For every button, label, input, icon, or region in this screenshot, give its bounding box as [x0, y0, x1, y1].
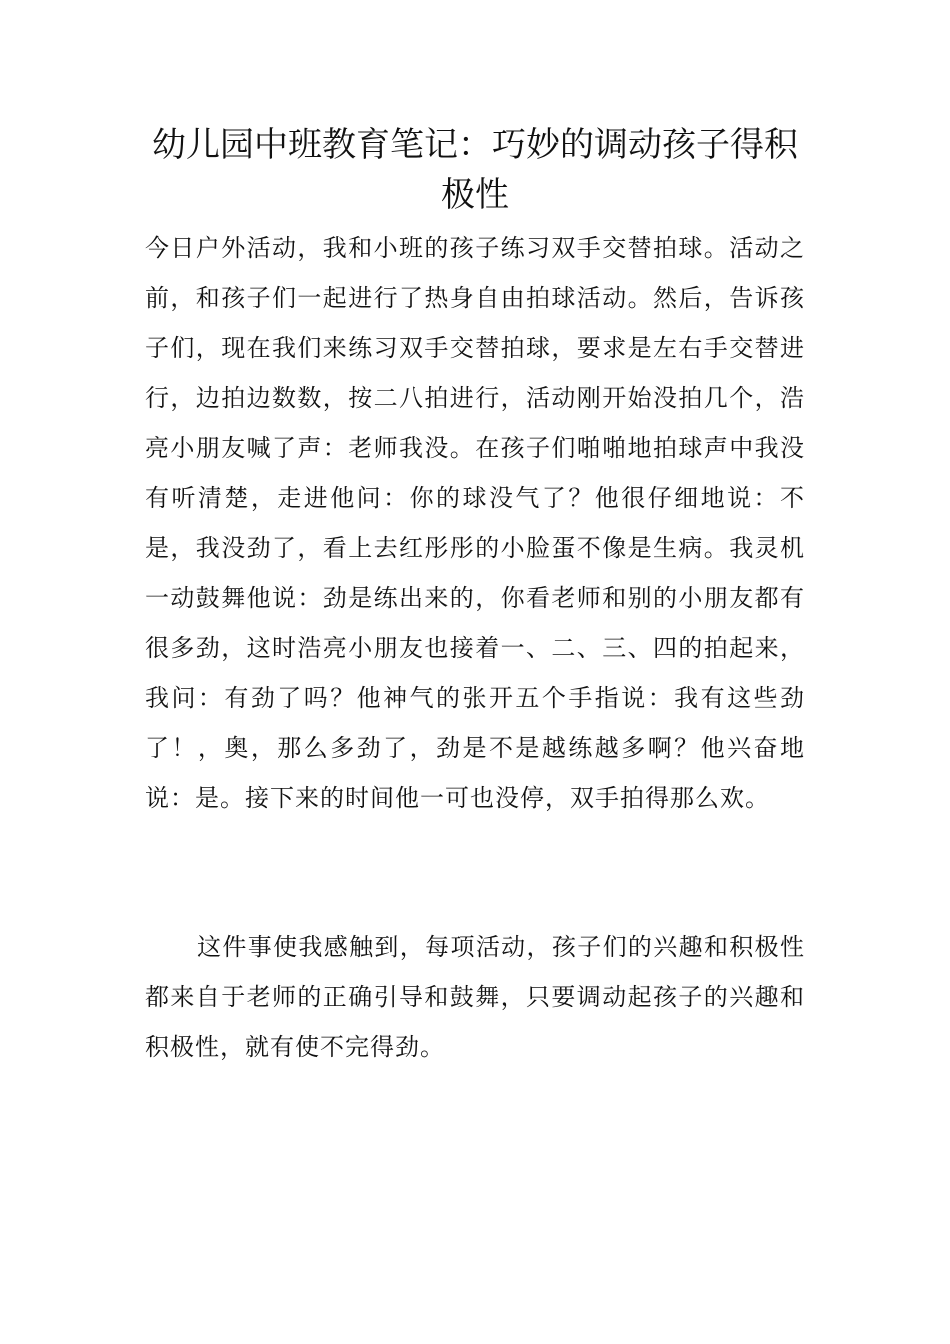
paragraph-2: 这件事使我感触到，每项活动，孩子们的兴趣和积极性都来自于老师的正确引导和鼓舞，只要调动起孩子的兴趣和积极性，就有使不完得劲。 — [145, 933, 805, 1061]
document-title: 幼儿园中班教育笔记：巧妙的调动孩子得积极性 — [152, 125, 798, 215]
paragraph-1: 今日户外活动，我和小班的孩子练习双手交替拍球。活动之前，和孩子们一起进行了热身自由拍球活动。然后，告诉孩子们，现在我们来练习双手交替拍球，要求是左右手交替进行，边拍边数数，按二八拍进行，活动刚开始没拍几个，浩亮小朋友喊了声：老师我没。在孩子们啪啪地拍球声中我没有听清楚，走进他问：你的球没气了？他很仔细地说：不是，我没劲了，看上去红彤彤的小脸蛋不像是生病。我灵机一动鼓舞他说：劲是练出来的，你看老师和别的小朋友都有很多劲，这时浩亮小朋友也接着一、二、三、四的拍起来，我问：有劲了吗？他神气的张开五个手指说：我有这些劲了！，奥，那么多劲了，劲是不是越练越多啊？他兴奋地说：是。接下来的时间他一可也没停，双手拍得那么欢。 — [145, 234, 805, 812]
